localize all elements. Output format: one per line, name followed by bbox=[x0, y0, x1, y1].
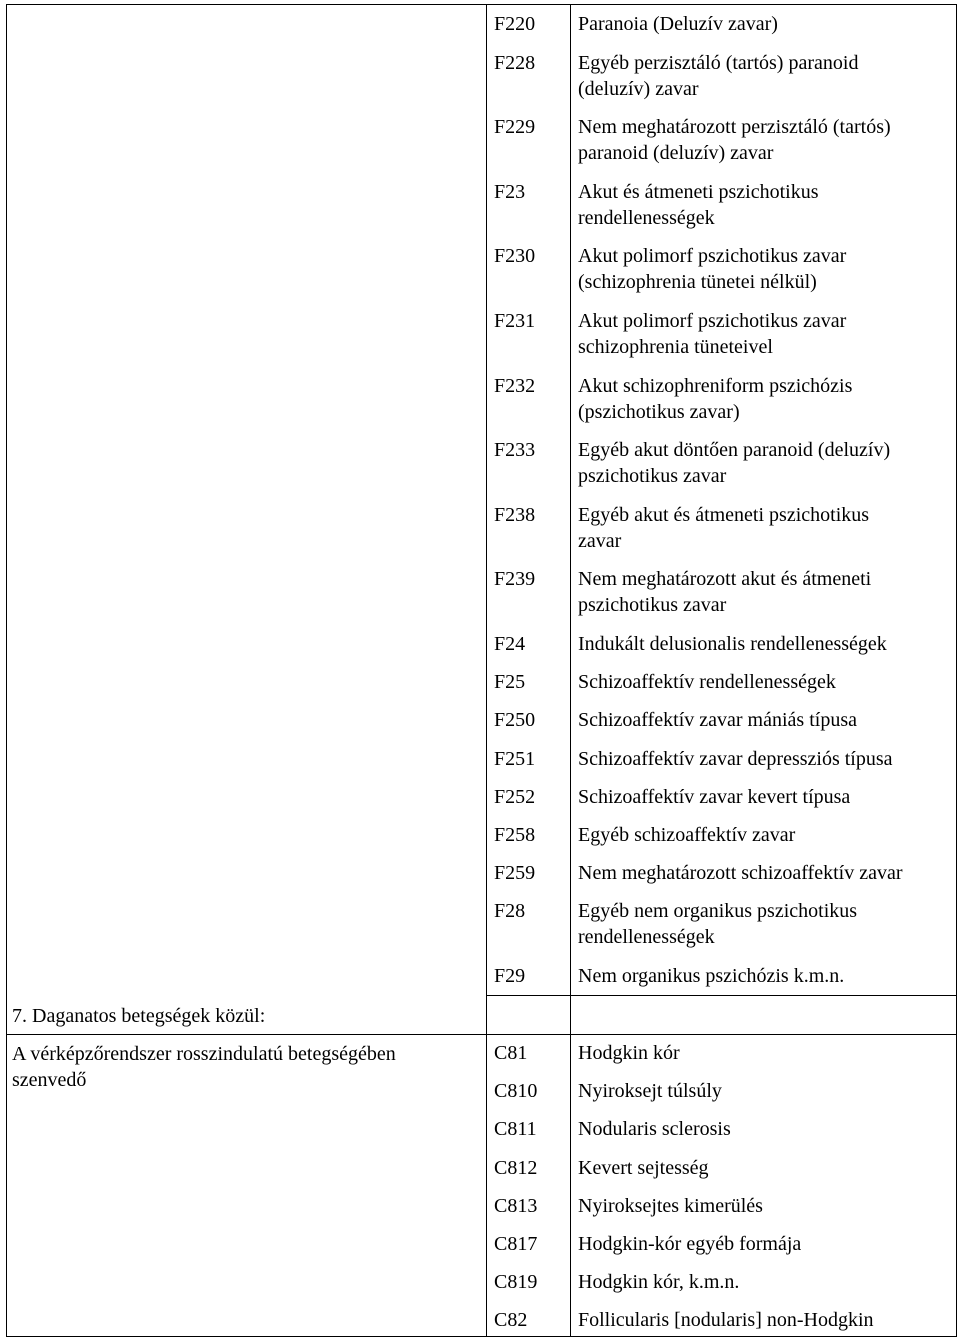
row-code: F28 bbox=[494, 900, 526, 922]
section-subheading-line1: A vérképzőrendszer rosszindulatú betegségében bbox=[12, 1043, 396, 1065]
row-code: F258 bbox=[494, 824, 536, 846]
row-code: F250 bbox=[494, 709, 536, 731]
row-description: Schizoaffektív zavar depressziós típusa bbox=[578, 748, 893, 770]
row-code: F232 bbox=[494, 375, 536, 397]
row-description: pszichotikus zavar bbox=[578, 594, 727, 616]
row-code: F228 bbox=[494, 52, 536, 74]
row-description: Akut schizophreniform pszichózis bbox=[578, 375, 853, 397]
row-code: F24 bbox=[494, 633, 526, 655]
row-description: Indukált delusionalis rendellenességek bbox=[578, 633, 887, 655]
row-code: C817 bbox=[494, 1233, 538, 1255]
row-code: F229 bbox=[494, 116, 536, 138]
row-description: Akut és átmeneti pszichotikus bbox=[578, 181, 819, 203]
row-description: Follicularis [nodularis] non-Hodgkin bbox=[578, 1309, 874, 1331]
section-heading: 7. Daganatos betegségek közül: bbox=[12, 1005, 266, 1027]
row-code: C81 bbox=[494, 1042, 528, 1064]
row-description: zavar bbox=[578, 530, 622, 552]
row-code: F239 bbox=[494, 568, 536, 590]
row-description: paranoid (deluzív) zavar bbox=[578, 142, 774, 164]
row-description: Egyéb perzisztáló (tartós) paranoid bbox=[578, 52, 859, 74]
row-description: Nodularis sclerosis bbox=[578, 1118, 731, 1140]
row-description: Schizoaffektív zavar mániás típusa bbox=[578, 709, 857, 731]
row-description: rendellenességek bbox=[578, 926, 715, 948]
row-description: pszichotikus zavar bbox=[578, 465, 727, 487]
row-code: F238 bbox=[494, 504, 536, 526]
row-description: Nyiroksejtes kimerülés bbox=[578, 1195, 763, 1217]
row-code: F29 bbox=[494, 965, 526, 987]
row-code: F252 bbox=[494, 786, 536, 808]
row-description: Nyiroksejt túlsúly bbox=[578, 1080, 722, 1102]
row-description: Akut polimorf pszichotikus zavar bbox=[578, 245, 847, 267]
spacer-row-bottom bbox=[486, 1034, 957, 1035]
row-description: Nem meghatározott akut és átmeneti bbox=[578, 568, 872, 590]
row-code: C813 bbox=[494, 1195, 538, 1217]
row-description: Kevert sejtesség bbox=[578, 1157, 709, 1179]
row-description: Schizoaffektív zavar kevert típusa bbox=[578, 786, 851, 808]
row-description: (pszichotikus zavar) bbox=[578, 401, 740, 423]
row-description: Egyéb akut és átmeneti pszichotikus bbox=[578, 504, 870, 526]
row-code: F259 bbox=[494, 862, 536, 884]
row-description: Nem meghatározott perzisztáló (tartós) bbox=[578, 116, 891, 138]
row-description: Hodgkin kór bbox=[578, 1042, 680, 1064]
row-code: F23 bbox=[494, 181, 526, 203]
row-code: C810 bbox=[494, 1080, 538, 1102]
row-code: C819 bbox=[494, 1271, 538, 1293]
row-description: Hodgkin kór, k.m.n. bbox=[578, 1271, 740, 1293]
row-description: (schizophrenia tünetei nélkül) bbox=[578, 271, 817, 293]
row-description: Akut polimorf pszichotikus zavar bbox=[578, 310, 847, 332]
row-description: Nem organikus pszichózis k.m.n. bbox=[578, 965, 845, 987]
row-description: Egyéb schizoaffektív zavar bbox=[578, 824, 796, 846]
row-description: Egyéb akut döntően paranoid (deluzív) bbox=[578, 439, 891, 461]
row-code: F251 bbox=[494, 748, 536, 770]
row-description: Hodgkin-kór egyéb formája bbox=[578, 1233, 802, 1255]
section-subheading-line2: szenvedő bbox=[12, 1069, 87, 1091]
row-code: F25 bbox=[494, 671, 526, 693]
row-description: Nem meghatározott schizoaffektív zavar bbox=[578, 862, 903, 884]
column-divider-right bbox=[570, 4, 571, 1337]
row-description: schizophrenia tüneteivel bbox=[578, 336, 773, 358]
row-code: F230 bbox=[494, 245, 536, 267]
row-description: rendellenességek bbox=[578, 207, 715, 229]
row-code: C82 bbox=[494, 1309, 528, 1331]
column-divider-left bbox=[486, 4, 487, 1337]
row-description: Schizoaffektív rendellenességek bbox=[578, 671, 836, 693]
row-code: C811 bbox=[494, 1118, 537, 1140]
row-description: Egyéb nem organikus pszichotikus bbox=[578, 900, 858, 922]
row-code: F220 bbox=[494, 13, 536, 35]
row-code: F231 bbox=[494, 310, 536, 332]
spacer-row-top bbox=[486, 995, 957, 996]
row-code: C812 bbox=[494, 1157, 538, 1179]
row-description: (deluzív) zavar bbox=[578, 78, 699, 100]
row-code: F233 bbox=[494, 439, 536, 461]
left-section-divider bbox=[6, 1034, 487, 1035]
row-description: Paranoia (Deluzív zavar) bbox=[578, 13, 778, 35]
